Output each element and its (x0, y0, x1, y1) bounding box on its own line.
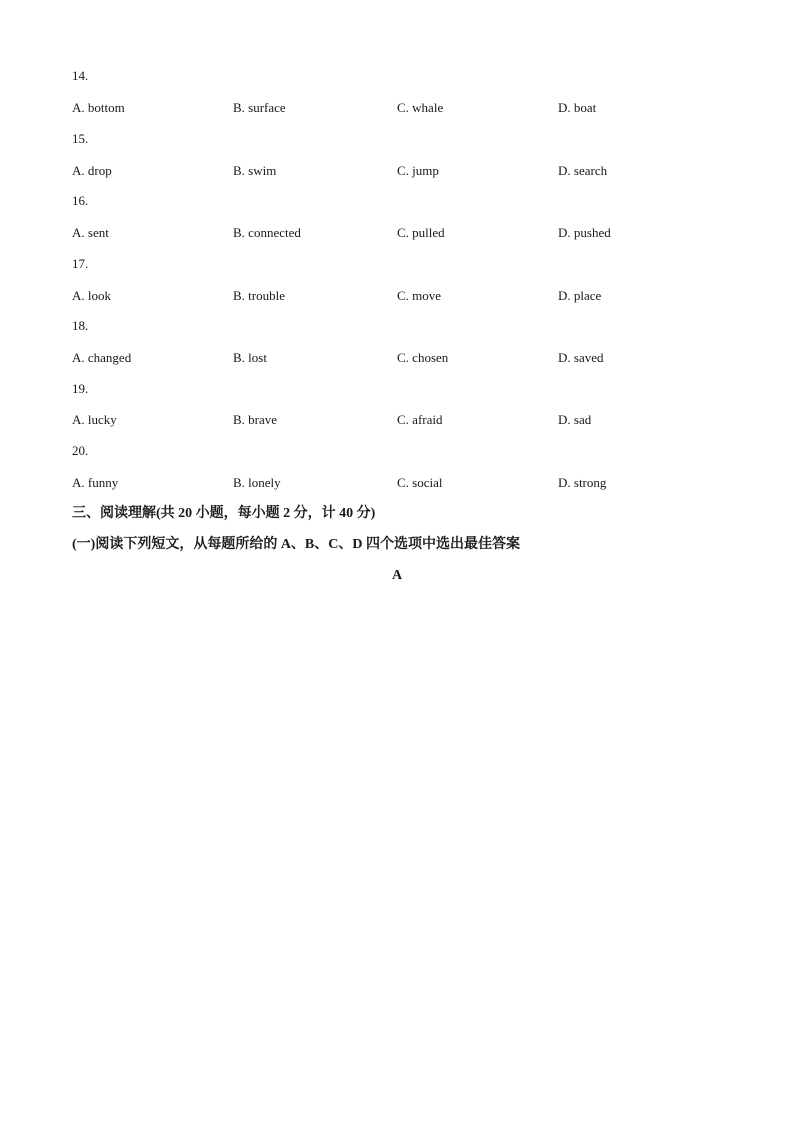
option-a: A. funny (72, 475, 119, 490)
option-d: D. strong (558, 475, 607, 490)
option-c: C. pulled (397, 225, 445, 240)
section-instruction: (一)阅读下列短文，从每题所给的 A、B、C、D 四个选项中选出最佳答案 (72, 537, 520, 552)
option-b: B. lost (233, 350, 267, 365)
option-d: D. place (558, 288, 602, 303)
question-number: 19. (72, 381, 89, 396)
option-d: D. saved (558, 350, 604, 365)
option-a: A. changed (72, 350, 132, 365)
option-c: C. afraid (397, 412, 443, 427)
option-c: C. chosen (397, 350, 449, 365)
option-d: D. search (558, 163, 608, 178)
option-d: D. boat (558, 100, 597, 115)
question-number: 18. (72, 318, 89, 333)
option-c: C. whale (397, 100, 444, 115)
option-c: C. social (397, 475, 443, 490)
question-number: 20. (72, 443, 89, 458)
option-b: B. lonely (233, 475, 281, 490)
option-c: C. move (397, 288, 442, 303)
question-number: 15. (72, 131, 89, 146)
option-b: B. brave (233, 412, 278, 427)
option-b: B. connected (233, 225, 301, 240)
option-a: A. lucky (72, 412, 117, 427)
question-number: 14. (72, 68, 89, 83)
option-a: A. drop (72, 163, 112, 178)
option-a: A. look (72, 288, 111, 303)
question-number: 17. (72, 256, 89, 271)
option-b: B. trouble (233, 288, 285, 303)
section-title: 三、阅读理解(共 20 小题，每小题 2 分，计 40 分) (72, 506, 376, 521)
option-b: B. swim (233, 163, 277, 178)
question-number: 16. (72, 193, 89, 208)
option-a: A. sent (72, 225, 109, 240)
option-c: C. jump (397, 163, 439, 178)
option-b: B. surface (233, 100, 286, 115)
option-d: D. pushed (558, 225, 611, 240)
option-a: A. bottom (72, 100, 125, 115)
passage-label: A (391, 568, 403, 583)
option-d: D. sad (558, 412, 592, 427)
